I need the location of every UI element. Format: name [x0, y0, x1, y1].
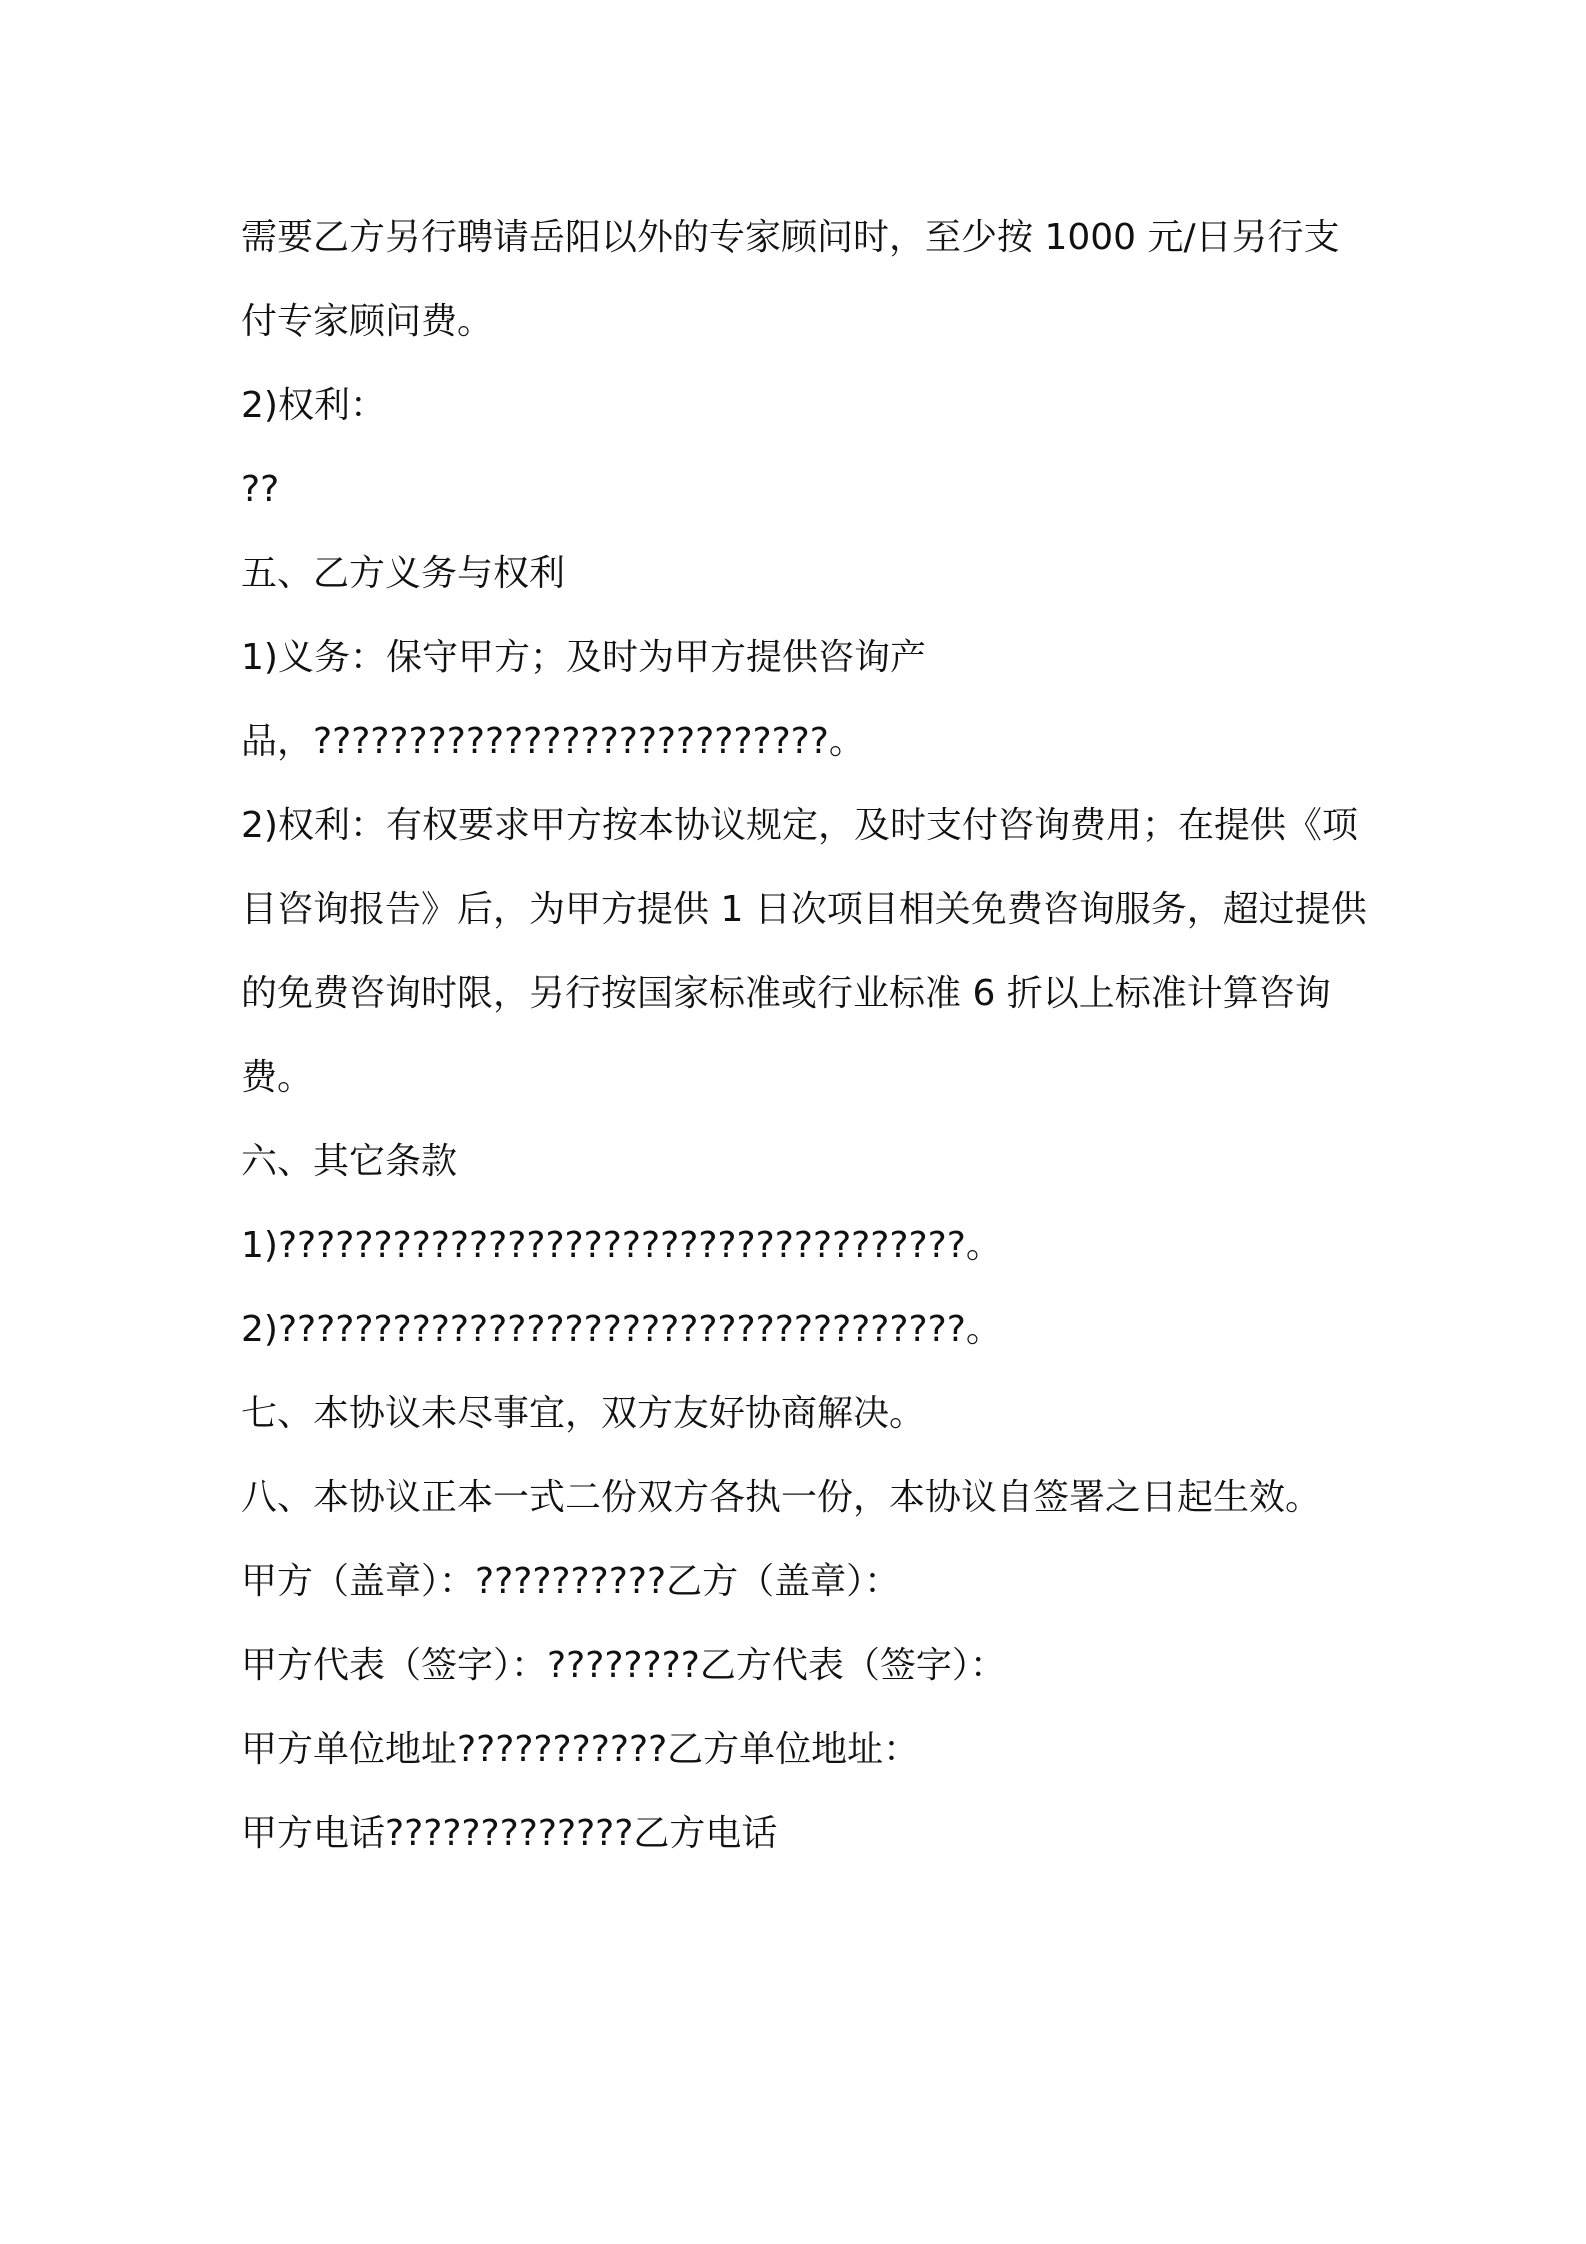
clause-6-1: 1)????????????????????????????????????。 — [241, 1225, 1002, 1266]
section-heading-6: 六、其它条款 — [241, 1141, 458, 1182]
paragraph-placeholder: ?? — [241, 469, 280, 510]
section-heading-8: 八、本协议正本一式二份双方各执一份，本协议自签署之日起生效。 — [241, 1477, 1322, 1518]
document-body — [241, 196, 1371, 1876]
section-heading-7: 七、本协议未尽事宜，双方友好协商解决。 — [241, 1393, 926, 1434]
section-heading-5: 五、乙方义务与权利 — [241, 553, 566, 594]
signature-address-line: 甲方单位地址???????????乙方单位地址： — [241, 1729, 920, 1770]
signature-seal-line: 甲方（盖章）：??????????乙方（盖章）： — [241, 1561, 901, 1602]
paragraph-rights: 2)权利：有权要求甲方按本协议规定，及时支付咨询费用；在提供《项目咨询报告》后，为甲方提供 1 日次项目相关免费咨询服务，超过提供的免费咨询时限，另行按国家标准或行业标准 6 折以上标准计算咨询费。 — [241, 805, 1367, 1098]
clause-6-2: 2)????????????????????????????????????。 — [241, 1309, 1002, 1350]
paragraph-consultant-fee: 需要乙方另行聘请岳阳以外的专家顾问时，至少按 1000 元/日另行支付专家顾问费。 — [241, 217, 1340, 342]
paragraph-obligations: 1)义务：保守甲方；及时为甲方提供咨询产品，???????????????????????????。 — [241, 637, 926, 762]
paragraph-rights-heading: 2)权利： — [241, 385, 386, 426]
signature-representative-line: 甲方代表（签字）：????????乙方代表（签字）： — [241, 1645, 1006, 1686]
signature-phone-line: 甲方电话?????????????乙方电话 — [241, 1813, 778, 1854]
